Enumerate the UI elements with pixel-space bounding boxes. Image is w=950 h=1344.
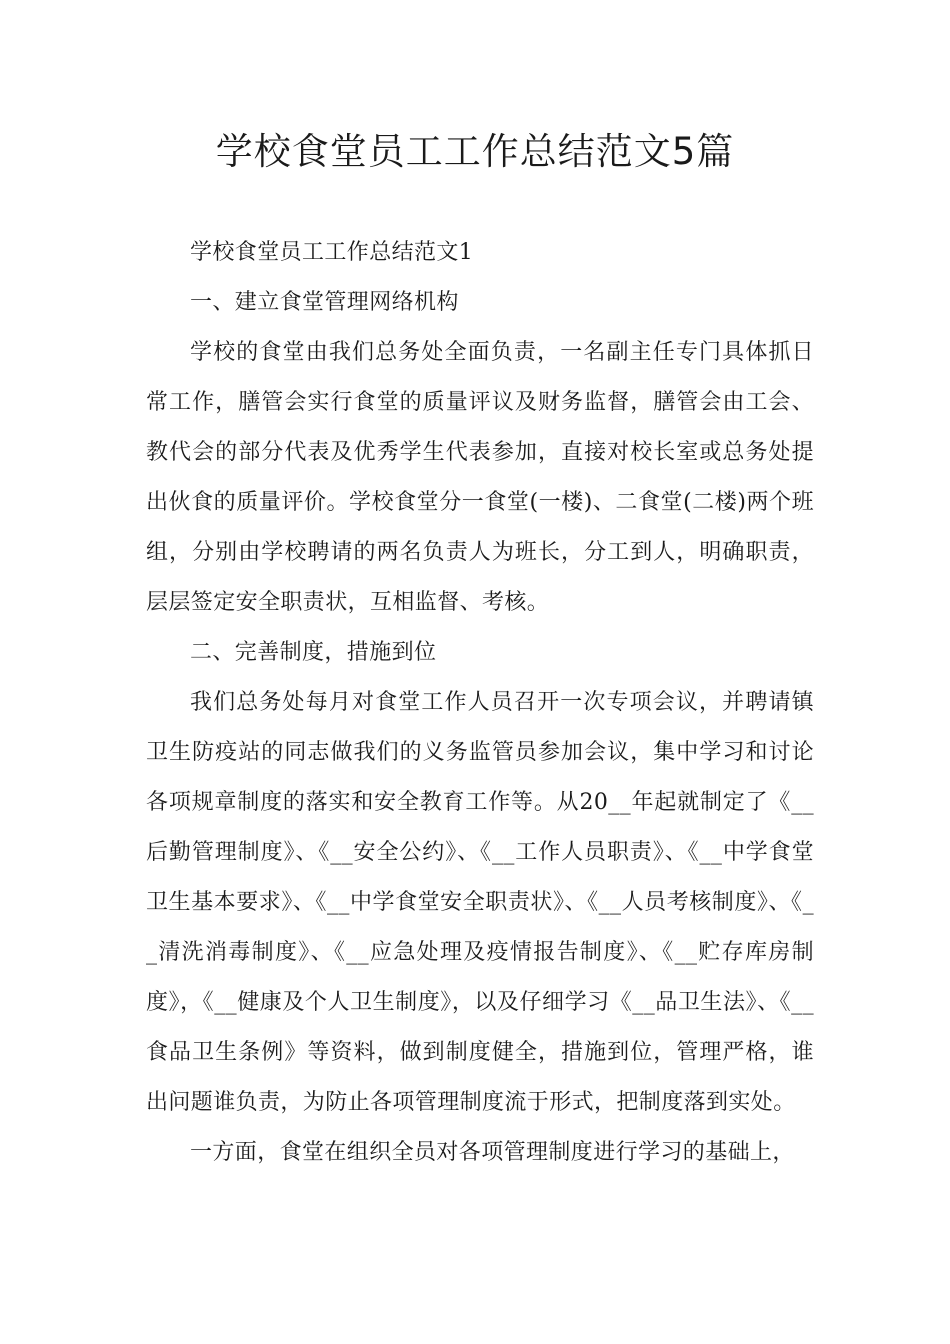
body-paragraph: 我们总务处每月对食堂工作人员召开一次专项会议，并聘请镇卫生防疫站的同志做我们的义务监管员参加会议，集中学习和讨论各项规章制度的落实和安全教育工作等。从20__年起就制定了《__后勤管理制度》、《__安全公约》、《__工作人员职责》、《__中学食堂卫生基本要求》、《__中学食堂安全职责状》、《__人员考核制度》、《__清洗消毒制度》、《__应急处理及疫情报告制度》、《__贮存库房制度》，《__健康及个人卫生制度》，以及仔细学习《__品卫生法》、《__食品卫生条例》等资料，做到制度健全，措施到位，管理严格，谁出问题谁负责，为防止各项管理制度流于形式，把制度落到实处。 bbox=[146, 690, 814, 1115]
section-heading: 学校食堂员工工作总结范文1 bbox=[190, 240, 474, 265]
body-paragraph: 一方面，食堂在组织全员对各项管理制度进行学习的基础上， bbox=[190, 1140, 795, 1165]
document-title: 学校食堂员工工作总结范文5篇 bbox=[215, 130, 735, 173]
document-body bbox=[146, 228, 814, 1178]
subsection-heading: 一、建立食堂管理网络机构 bbox=[190, 290, 459, 315]
body-paragraph: 学校的食堂由我们总务处全面负责，一名副主任专门具体抓日常工作，膳管会实行食堂的质量评议及财务监督，膳管会由工会、教代会的部分代表及优秀学生代表参加，直接对校长室或总务处提出伙食的质量评价。学校食堂分一食堂(一楼)、二食堂(二楼)两个班组，分别由学校聘请的两名负责人为班长，分工到人，明确职责，层层签定安全职责状，互相监督、考核。 bbox=[146, 340, 814, 615]
subsection-heading: 二、完善制度，措施到位 bbox=[190, 640, 437, 665]
